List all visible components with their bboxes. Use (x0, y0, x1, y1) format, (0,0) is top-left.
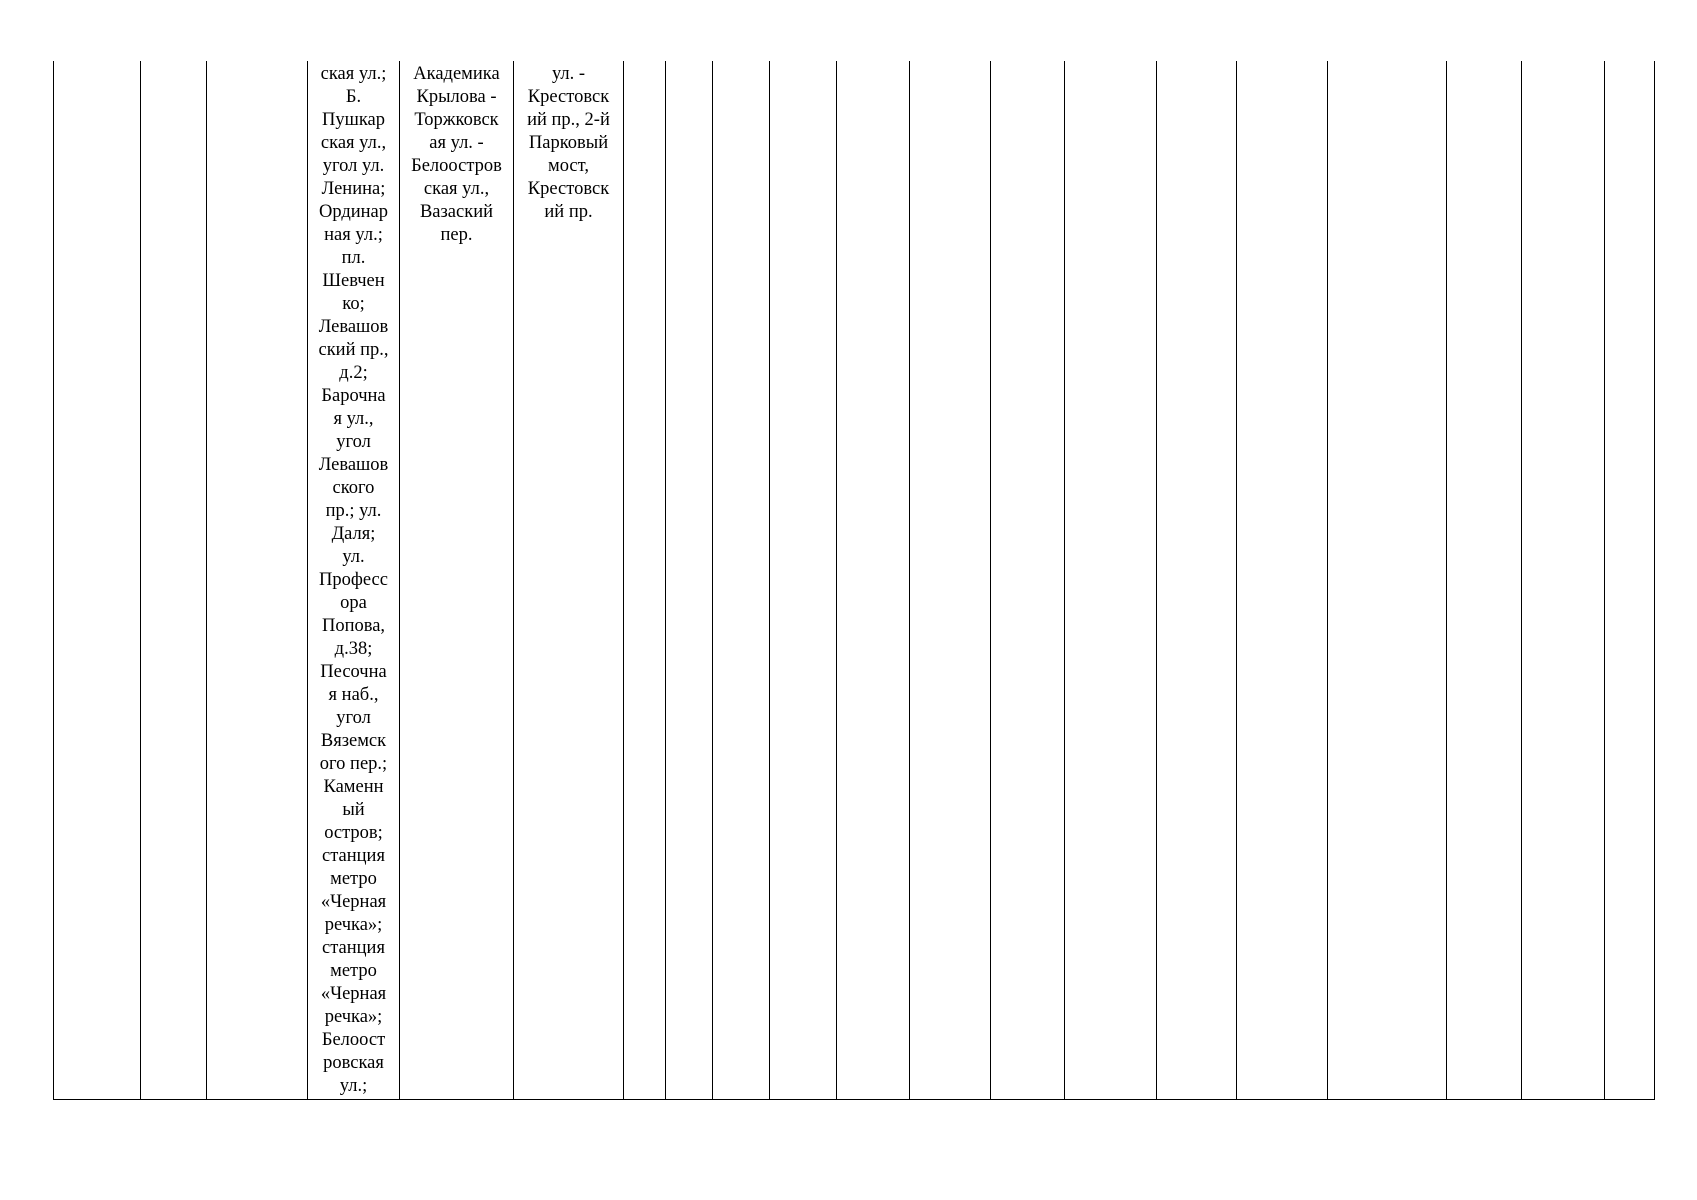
table-cell-stops: ская ул.; Б. Пушкар ская ул., угол ул. Ленина; Ординар ная ул.; пл. Шевчен ко; Левашов ский пр., д.2; Барочна я ул., угол Левашов ского пр.; ул. Даля; ул. Професс ора Попова, д.38; Песочна я наб., угол Вяземск ого пер.; Каменн ый остров; станция метро «Черная речка»; станция метро «Черная речка»; Белоост ровская ул.; (308, 61, 400, 1100)
table-cell-route-forward: Академика Крылова - Торжковск ая ул. - Белоостров ская ул., Вазаский пер. (400, 61, 514, 1100)
table-cell (713, 61, 770, 1100)
table-cell (666, 61, 713, 1100)
table-cell (1237, 61, 1328, 1100)
document-table-container (53, 61, 1652, 1100)
table-cell (770, 61, 837, 1100)
table-cell (837, 61, 910, 1100)
table-cell-route-back: ул. - Крестовск ий пр., 2-й Парковый мост, Крестовск ий пр. (514, 61, 624, 1100)
route-table (53, 61, 1655, 1100)
table-cell (1328, 61, 1447, 1100)
table-cell (54, 61, 141, 1100)
table-cell (1157, 61, 1237, 1100)
table-cell (207, 61, 308, 1100)
table-cell (1522, 61, 1605, 1100)
table-cell (1447, 61, 1522, 1100)
table-row (54, 61, 1655, 1100)
table-cell (1605, 61, 1655, 1100)
table-cell (910, 61, 991, 1100)
table-cell (991, 61, 1065, 1100)
table-cell (624, 61, 666, 1100)
table-cell (1065, 61, 1157, 1100)
table-cell (141, 61, 207, 1100)
